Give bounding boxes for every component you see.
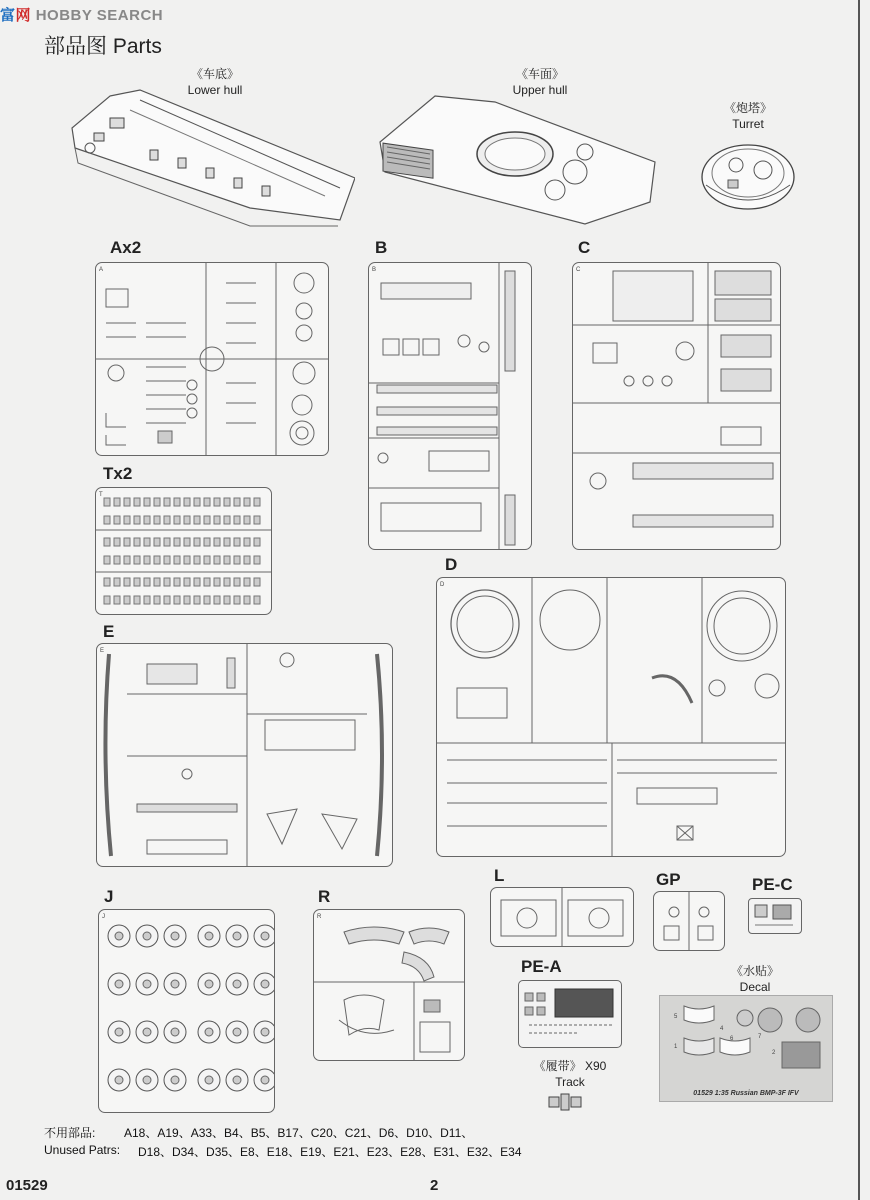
track-link-part <box>114 498 120 506</box>
track-link-part <box>204 498 210 506</box>
upper-hull-label: 《车面》 Upper hull <box>512 67 568 97</box>
sprue-e-parts <box>97 644 392 866</box>
sprue-c-letter: C <box>578 238 591 257</box>
track-link-part <box>164 498 170 506</box>
track-link-part <box>104 578 110 586</box>
kit-number: 01529 <box>6 1177 48 1194</box>
track-link-part <box>144 596 150 604</box>
sprue-l-letter: L <box>494 866 505 885</box>
track-link-part <box>244 578 250 586</box>
track-link-part <box>184 556 190 564</box>
pe-a-fret <box>518 980 622 1048</box>
track-link-part <box>104 538 110 546</box>
svg-text:C: C <box>576 267 581 273</box>
svg-text:6: 6 <box>730 1036 734 1042</box>
page-number: 2 <box>430 1177 439 1194</box>
sprue-gp-letter: GP <box>656 870 681 889</box>
sprue-j-parts <box>99 910 274 1112</box>
sprue-gp <box>653 891 725 951</box>
track-link-part <box>214 596 220 604</box>
track-link-part <box>154 578 160 586</box>
track-link-part <box>144 556 150 564</box>
track-link-part <box>184 596 190 604</box>
track-link-part <box>124 538 130 546</box>
road-wheel-hub <box>233 1028 241 1036</box>
decal-caption: 01529 1:35 Russian BMP-3F IFV <box>693 1090 799 1097</box>
track-link-part <box>104 596 110 604</box>
svg-text:4: 4 <box>720 1026 724 1032</box>
turret-label: 《炮塔》 Turret <box>723 101 772 131</box>
road-wheel-hub <box>233 932 241 940</box>
track-link-part <box>204 556 210 564</box>
track-link-part <box>144 538 150 546</box>
sprue-c <box>572 262 781 550</box>
unused-parts-line2: D18、D34、D35、E8、E18、E19、E21、E23、E28、E31、E32、E34 <box>138 1145 522 1159</box>
track-link-part <box>214 578 220 586</box>
track-link-part <box>154 556 160 564</box>
track-link-part <box>224 498 230 506</box>
sprue-b-parts <box>369 263 531 549</box>
sprue-l <box>490 887 634 947</box>
page-right-border <box>858 0 860 1200</box>
track-link-part <box>244 498 250 506</box>
road-wheel-hub <box>233 1076 241 1084</box>
sprue-r <box>313 909 465 1061</box>
track-link-part <box>214 538 220 546</box>
road-wheel-hub <box>171 932 179 940</box>
track-link-part <box>194 596 200 604</box>
pe-c-parts <box>749 899 801 933</box>
track-link-part <box>174 498 180 506</box>
track-link-part <box>174 578 180 586</box>
track-link-part <box>254 596 260 604</box>
pe-c-fret <box>748 898 802 934</box>
track-link-part <box>254 498 260 506</box>
track-link-part <box>154 596 160 604</box>
road-wheel-hub <box>261 1028 269 1036</box>
track-link-part <box>184 538 190 546</box>
decal-sheet <box>659 995 833 1102</box>
sprue-b-letter: B <box>375 238 388 257</box>
track-link-part <box>194 516 200 524</box>
pe-c-letter: PE-C <box>752 875 793 894</box>
road-wheel-hub <box>233 980 241 988</box>
road-wheel-hub <box>115 980 123 988</box>
track-link-part <box>224 596 230 604</box>
road-wheel-hub <box>143 1028 151 1036</box>
track-link-part <box>184 516 190 524</box>
sprue-tx2-parts <box>96 488 271 614</box>
track-link-part <box>124 578 130 586</box>
track-link-part <box>224 556 230 564</box>
track-link-part <box>104 556 110 564</box>
track-link-part <box>214 516 220 524</box>
track-link-part <box>124 556 130 564</box>
road-wheel-hub <box>205 1076 213 1084</box>
track-link-part <box>174 596 180 604</box>
road-wheel-hub <box>143 980 151 988</box>
track-link-part <box>114 578 120 586</box>
track-link-part <box>144 516 150 524</box>
track-link-part <box>224 516 230 524</box>
track-link-part <box>134 578 140 586</box>
lower-hull-label: 《车底》 Lower hull <box>187 67 243 97</box>
unused-parts-label-cn: 不用部品: <box>44 1126 96 1140</box>
track-link-part <box>254 556 260 564</box>
track-link-part <box>204 538 210 546</box>
sprue-b <box>368 262 532 550</box>
track-link-part <box>134 498 140 506</box>
track-link-part <box>234 578 240 586</box>
decal-label: 《水贴》 Decal <box>730 964 779 994</box>
track-link-part <box>164 538 170 546</box>
sprue-ax2 <box>95 262 329 456</box>
sprue-e-letter: E <box>103 622 115 641</box>
watermark: 富网 HOBBY SEARCH <box>0 7 164 24</box>
sprue-ax2-letter: Ax2 <box>110 238 142 257</box>
track-link-part <box>134 556 140 564</box>
road-wheel-hub <box>143 1076 151 1084</box>
track-link-part <box>254 538 260 546</box>
svg-text:T: T <box>99 492 103 498</box>
track-link-part <box>214 498 220 506</box>
track-link-part <box>244 516 250 524</box>
track-link-part <box>144 498 150 506</box>
track-link-part <box>134 596 140 604</box>
track-link-part <box>184 498 190 506</box>
road-wheel-hub <box>261 980 269 988</box>
track-link-part <box>164 596 170 604</box>
road-wheel-hub <box>205 932 213 940</box>
track-link-part <box>234 498 240 506</box>
track-link-part <box>124 498 130 506</box>
road-wheel-hub <box>205 1028 213 1036</box>
track-link-part <box>164 578 170 586</box>
track-link-part <box>174 556 180 564</box>
track-link-part <box>154 516 160 524</box>
road-wheel-hub <box>261 1076 269 1084</box>
track-link-part <box>244 538 250 546</box>
track-link-part <box>204 516 210 524</box>
sprue-l-parts <box>491 888 633 946</box>
track-link-part <box>174 516 180 524</box>
turret-drawing <box>698 135 798 220</box>
page-title: 部品图 Parts <box>44 35 162 58</box>
svg-text:7: 7 <box>758 1034 762 1040</box>
track-link-part <box>194 538 200 546</box>
track-link-part <box>114 596 120 604</box>
track-link-part <box>134 516 140 524</box>
road-wheel-hub <box>261 932 269 940</box>
track-link-part <box>114 556 120 564</box>
sprue-d-letter: D <box>445 555 458 574</box>
track-link-part <box>194 578 200 586</box>
track-link-drawing <box>545 1092 585 1112</box>
track-link-part <box>144 578 150 586</box>
track-link-part <box>204 578 210 586</box>
upper-hull-drawing <box>375 92 660 227</box>
sprue-r-letter: R <box>318 887 331 906</box>
lower-hull-drawing <box>70 88 355 228</box>
track-link-part <box>244 556 250 564</box>
track-link-part <box>104 516 110 524</box>
road-wheel-hub <box>143 932 151 940</box>
track-link-part <box>114 538 120 546</box>
svg-text:5: 5 <box>674 1014 678 1020</box>
track-link-part <box>134 538 140 546</box>
track-link-part <box>124 516 130 524</box>
track-link-part <box>104 498 110 506</box>
unused-parts-label-en: Unused Patrs: <box>44 1143 121 1157</box>
sprue-j <box>98 909 275 1113</box>
road-wheel-hub <box>115 1028 123 1036</box>
road-wheel-hub <box>171 980 179 988</box>
sprue-j-letter: J <box>104 887 114 906</box>
track-link-part <box>234 596 240 604</box>
track-link-part <box>224 578 230 586</box>
track-link-part <box>214 556 220 564</box>
decal-sheet-art <box>660 996 832 1086</box>
road-wheel-hub <box>171 1076 179 1084</box>
track-link-part <box>234 556 240 564</box>
sprue-ax2-parts <box>96 263 328 455</box>
road-wheel-hub <box>115 932 123 940</box>
sprue-gp-parts <box>654 892 724 950</box>
svg-text:R: R <box>317 914 322 920</box>
svg-text:D: D <box>440 582 445 588</box>
track-link-part <box>114 516 120 524</box>
track-link-part <box>224 538 230 546</box>
sprue-d-parts <box>437 578 785 856</box>
svg-text:2: 2 <box>772 1050 776 1056</box>
track-link-part <box>164 556 170 564</box>
svg-text:A: A <box>99 267 104 273</box>
track-link-part <box>204 596 210 604</box>
svg-text:1: 1 <box>674 1044 678 1050</box>
track-link-part <box>174 538 180 546</box>
track-link-part <box>154 538 160 546</box>
sprue-tx2-letter: Tx2 <box>103 464 133 483</box>
sprue-d <box>436 577 786 857</box>
svg-text:J: J <box>102 914 105 920</box>
unused-parts-line1: A18、A19、A33、B4、B5、B17、C20、C21、D6、D10、D11、 <box>124 1126 474 1140</box>
road-wheel-hub <box>171 1028 179 1036</box>
track-link-part <box>244 596 250 604</box>
track-link-part <box>234 516 240 524</box>
road-wheel-hub <box>205 980 213 988</box>
track-link-part <box>254 516 260 524</box>
track-link-part <box>124 596 130 604</box>
pe-a-parts <box>519 981 621 1047</box>
sprue-r-parts <box>314 910 464 1060</box>
svg-text:E: E <box>100 648 105 654</box>
track-link-part <box>194 498 200 506</box>
pe-a-letter: PE-A <box>521 957 562 976</box>
track-label: 《履带》 X90 Track <box>533 1059 607 1089</box>
track-link-part <box>254 578 260 586</box>
track-link-part <box>194 556 200 564</box>
track-link-part <box>234 538 240 546</box>
track-link-part <box>184 578 190 586</box>
sprue-e <box>96 643 393 867</box>
track-link-part <box>154 498 160 506</box>
sprue-c-parts <box>573 263 780 549</box>
road-wheel-hub <box>115 1076 123 1084</box>
svg-text:B: B <box>372 267 377 273</box>
sprue-tx2 <box>95 487 272 615</box>
track-link-part <box>164 516 170 524</box>
